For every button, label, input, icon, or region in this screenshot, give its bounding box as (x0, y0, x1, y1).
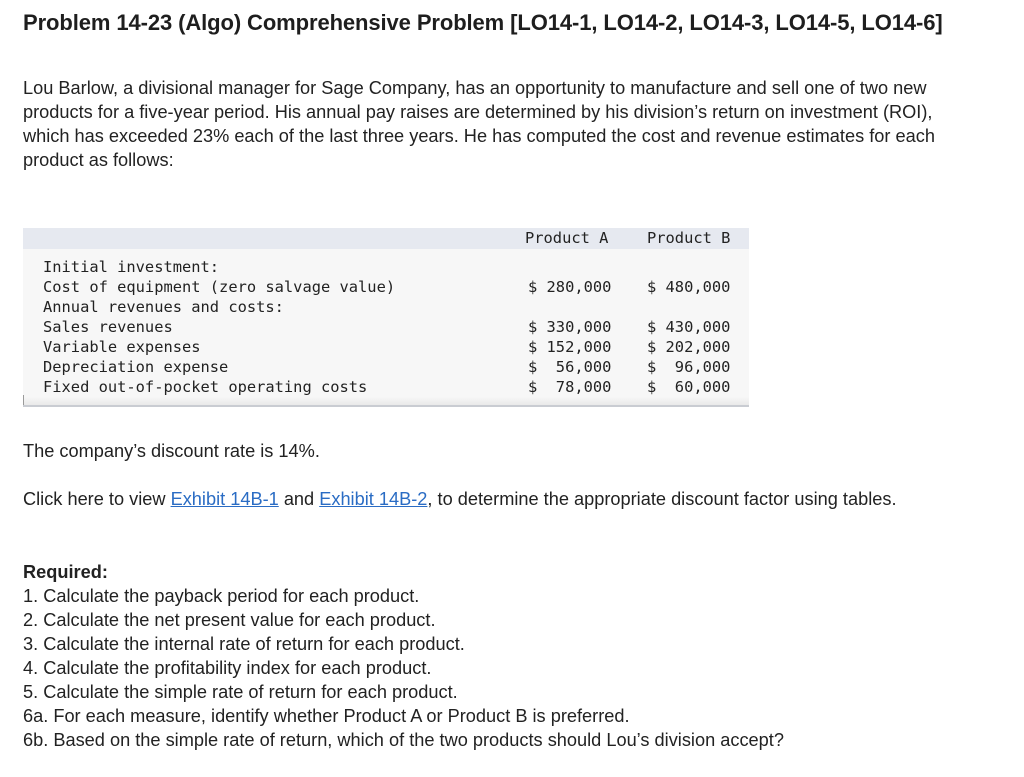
table-row (23, 277, 749, 297)
row-value-b: $ 430,000 (647, 318, 731, 336)
row-value-a: $ 78,000 (528, 378, 612, 396)
exhibit-middle: and (278, 489, 320, 509)
row-value-b: $ 480,000 (647, 278, 731, 296)
row-label: Variable expenses (43, 338, 201, 356)
required-item: 4. Calculate the profitability index for each product. (23, 658, 432, 678)
row-value-a: $ 56,000 (528, 358, 612, 376)
problem-title: Problem 14-23 (Algo) Comprehensive Problem [LO14-1, LO14-2, LO14-3, LO14-5, LO14-6] (23, 10, 943, 35)
row-label: Initial investment: (43, 258, 220, 276)
exhibit-14b-1-link[interactable]: Exhibit 14B-1 (170, 489, 279, 509)
problem-page (23, 8, 983, 750)
table-row (23, 257, 749, 277)
row-value-b: $ 96,000 (647, 358, 731, 376)
table-footer (23, 397, 749, 407)
row-label: Sales revenues (43, 318, 173, 336)
table-row (23, 357, 749, 377)
row-label: Cost of equipment (zero salvage value) (43, 278, 396, 296)
row-value-b: $ 60,000 (647, 378, 731, 396)
header-product-a: Product A (525, 229, 609, 247)
exhibit-instructions (23, 487, 968, 511)
required-item: 5. Calculate the simple rate of return for each product. (23, 682, 458, 702)
exhibit-suffix: , to determine the appropriate discount factor using tables. (427, 489, 897, 509)
row-label: Fixed out-of-pocket operating costs (43, 378, 368, 396)
table-row (23, 337, 749, 357)
required-item: 6a. For each measure, identify whether Product A or Product B is preferred. (23, 706, 630, 726)
table-row (23, 317, 749, 337)
row-value-b: $ 202,000 (647, 338, 731, 356)
row-value-a: $ 152,000 (528, 338, 612, 356)
header-product-b: Product B (647, 229, 731, 247)
row-label: Depreciation expense (43, 358, 229, 376)
problem-intro: Lou Barlow, a divisional manager for Sage Company, has an opportunity to manufacture and sell one of two new products for a five-year period. His annual pay raises are determined by his division’s return on investment (ROI), which has exceeded 23% each of the last three years. He has computed the cost and revenue estimates for each product as follows: (23, 78, 935, 170)
table-row (23, 297, 749, 317)
row-value-a: $ 280,000 (528, 278, 612, 296)
required-item: 6b. Based on the simple rate of return, which of the two products should Lou’s division accept? (23, 730, 784, 750)
required-item: 3. Calculate the internal rate of return for each product. (23, 634, 465, 654)
cost-revenue-table (23, 228, 749, 407)
exhibit-prefix: Click here to view (23, 489, 171, 509)
table-row (23, 377, 749, 397)
required-item: 2. Calculate the net present value for each product. (23, 610, 436, 630)
table-header (23, 228, 749, 249)
required-section (23, 560, 968, 752)
table-footer-mark (23, 395, 24, 405)
row-label: Annual revenues and costs: (43, 298, 284, 316)
row-value-a: $ 330,000 (528, 318, 612, 336)
table-body (23, 249, 749, 397)
required-item: 1. Calculate the payback period for each product. (23, 586, 420, 606)
required-title: Required: (23, 562, 108, 582)
exhibit-14b-2-link[interactable]: Exhibit 14B-2 (319, 489, 428, 509)
discount-rate-text: The company’s discount rate is 14%. (23, 441, 320, 461)
